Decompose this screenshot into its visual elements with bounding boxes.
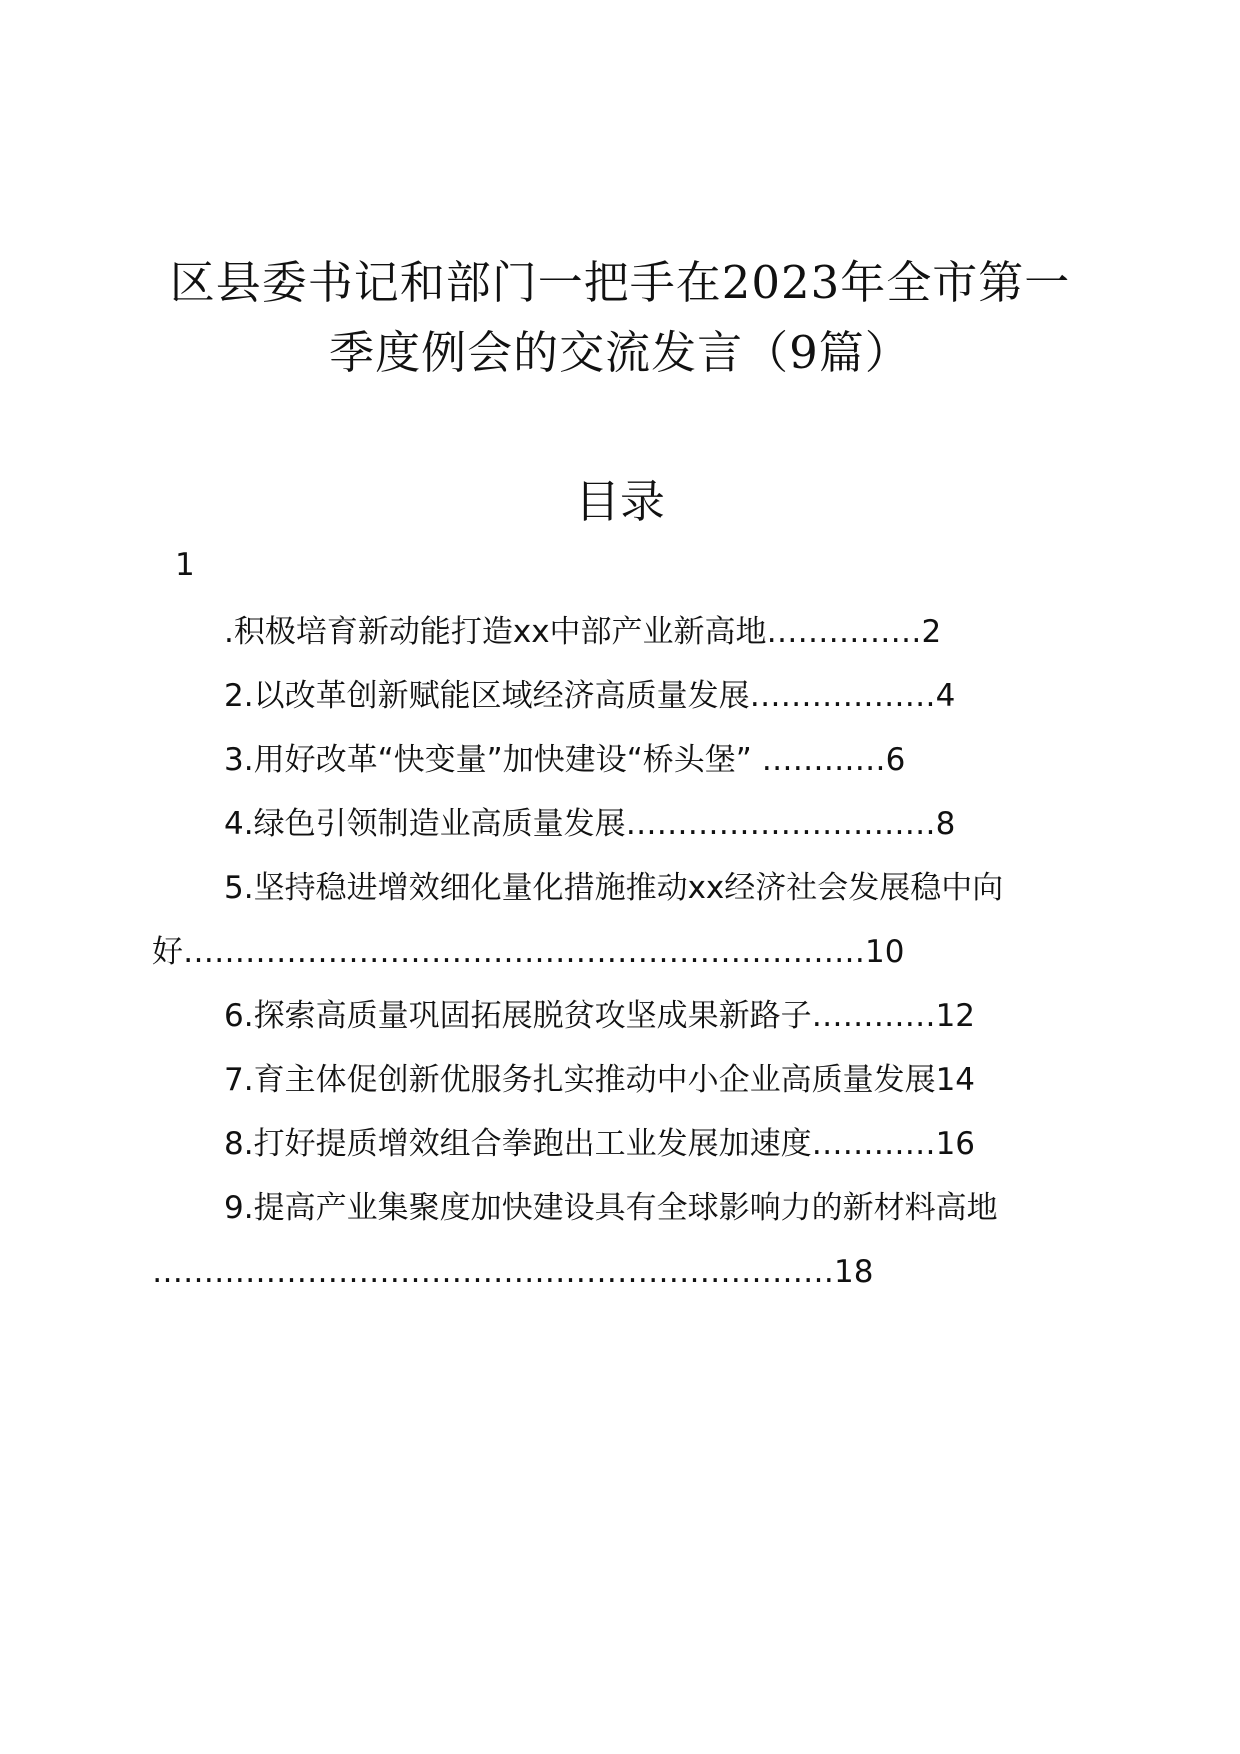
document-title-line-1: 区县委书记和部门一把手在2023年全市第一: [169, 256, 1071, 309]
toc-item-1[interactable]: .积极培育新动能打造xx中部产业新高地……………2: [224, 614, 942, 650]
toc-item-9-line-1[interactable]: 9.提高产业集聚度加快建设具有全球影响力的新材料高地: [224, 1190, 998, 1226]
document-title-line-2: 季度例会的交流发言（9篇）: [329, 326, 911, 379]
toc-item-7[interactable]: 7.育主体促创新优服务扎实推动中小企业高质量发展14: [224, 1062, 976, 1098]
toc-item-6[interactable]: 6.探索高质量巩固拓展脱贫攻坚成果新路子…………12: [224, 998, 976, 1034]
toc-item-8[interactable]: 8.打好提质增效组合拳跑出工业发展加速度…………16: [224, 1126, 976, 1162]
toc-item-5-line-1[interactable]: 5.坚持稳进增效细化量化措施推动xx经济社会发展稳中向: [224, 870, 1004, 906]
toc-item-4[interactable]: 4.绿色引领制造业高质量发展…………………………8: [224, 806, 956, 842]
toc-item-1-number[interactable]: 1: [175, 547, 195, 583]
toc-item-2[interactable]: 2.以改革创新赋能区域经济高质量发展………………4: [224, 678, 956, 714]
toc-heading: 目录: [574, 475, 665, 528]
toc-item-9-line-2[interactable]: …………………………………………………………18: [152, 1254, 874, 1290]
toc-item-5-line-2[interactable]: 好…………………………………………………………10: [152, 934, 905, 970]
toc-item-3[interactable]: 3.用好改革“快变量”加快建设“桥头堡” …………6: [224, 742, 906, 778]
